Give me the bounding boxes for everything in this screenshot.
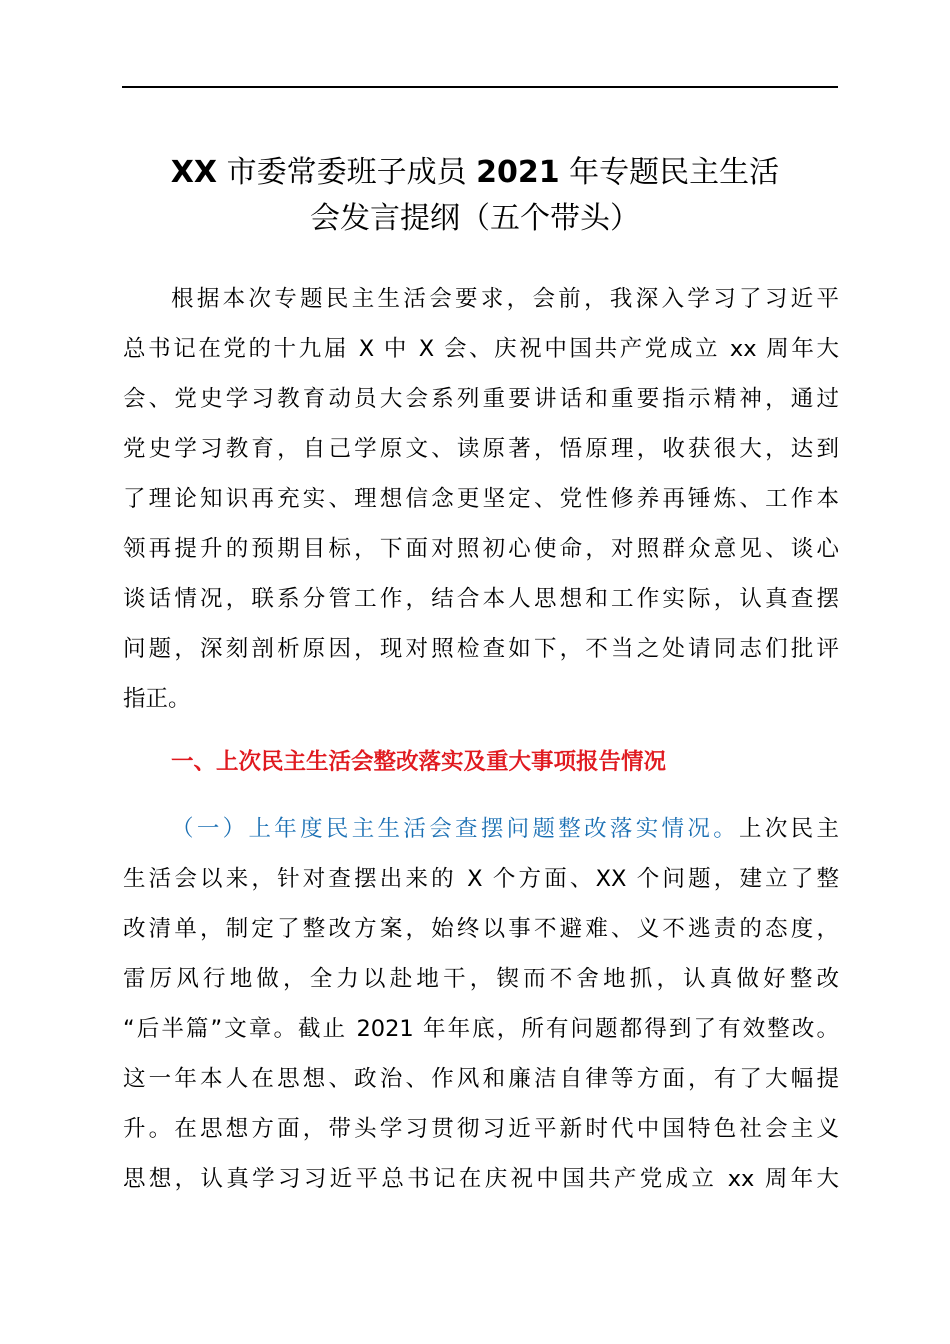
paragraph-line: 根据本次专题民主生活会要求，会前，我深入学习了习近平 (171, 286, 839, 312)
paragraph-line: 思想，认真学习习近平总书记在庆祝中国共产党成立 xx 周年大 (123, 1166, 839, 1192)
paragraph-line: 了理论知识再充实、理想信念更坚定、党性修养再锤炼、工作本 (123, 486, 839, 512)
paragraph-line: 雷厉风行地做，全力以赴地干，锲而不舍地抓，认真做好整改 (123, 966, 839, 992)
paragraph-line: 改清单，制定了整改方案，始终以事不避难、义不逃责的态度， (123, 916, 839, 942)
paragraph-line: 党史学习教育，自己学原文、读原著，悟原理，收获很大，达到 (123, 436, 839, 462)
paragraph-line: 领再提升的预期目标，下面对照初心使命，对照群众意见、谈心 (123, 536, 839, 562)
paragraph-line: 这一年本人在思想、政治、作风和廉洁自律等方面，有了大幅提 (123, 1066, 839, 1092)
title-bold-prefix: XX (170, 155, 218, 190)
paragraph-line: 生活会以来，针对查摆出来的 X 个方面、XX 个问题，建立了整 (123, 866, 839, 892)
paragraph-line: 升。在思想方面，带头学习贯彻习近平新时代中国特色社会主义 (123, 1116, 839, 1142)
section-heading: 一、上次民主生活会整改落实及重大事项报告情况 (171, 749, 667, 775)
document-title (100, 150, 850, 242)
paragraph-line: “后半篇”文章。截止 2021 年年底，所有问题都得到了有效整改。 (123, 1016, 839, 1042)
intro-paragraph (123, 274, 839, 724)
section-paragraph (123, 804, 839, 1204)
paragraph-line: 指正。 (123, 686, 191, 712)
paragraph-line: 总书记在党的十九届 X 中 X 会、庆祝中国共产党成立 xx 周年大 (123, 336, 839, 362)
title-text-2: 年专题民主生活 (559, 155, 780, 190)
subsection-heading: （一）上年度民主生活会查摆问题整改落实情况。 (171, 816, 740, 842)
paragraph-line: 问题，深刻剖析原因，现对照检查如下，不当之处请同志们批评 (123, 636, 839, 662)
paragraph-line: 谈话情况，联系分管工作，结合本人思想和工作实际，认真查摆 (123, 586, 839, 612)
paragraph-text: 上次民主 (739, 816, 839, 842)
title-line-1 (100, 150, 850, 196)
title-bold-year: 2021 (476, 155, 560, 190)
header-rule (122, 86, 838, 88)
paragraph-line: 会、党史学习教育动员大会系列重要讲话和重要指示精神，通过 (123, 386, 839, 412)
paragraph-line (123, 804, 839, 854)
title-line-2: 会发言提纲（五个带头） (310, 201, 640, 236)
title-text-1: 市委常委班子成员 (217, 155, 477, 190)
